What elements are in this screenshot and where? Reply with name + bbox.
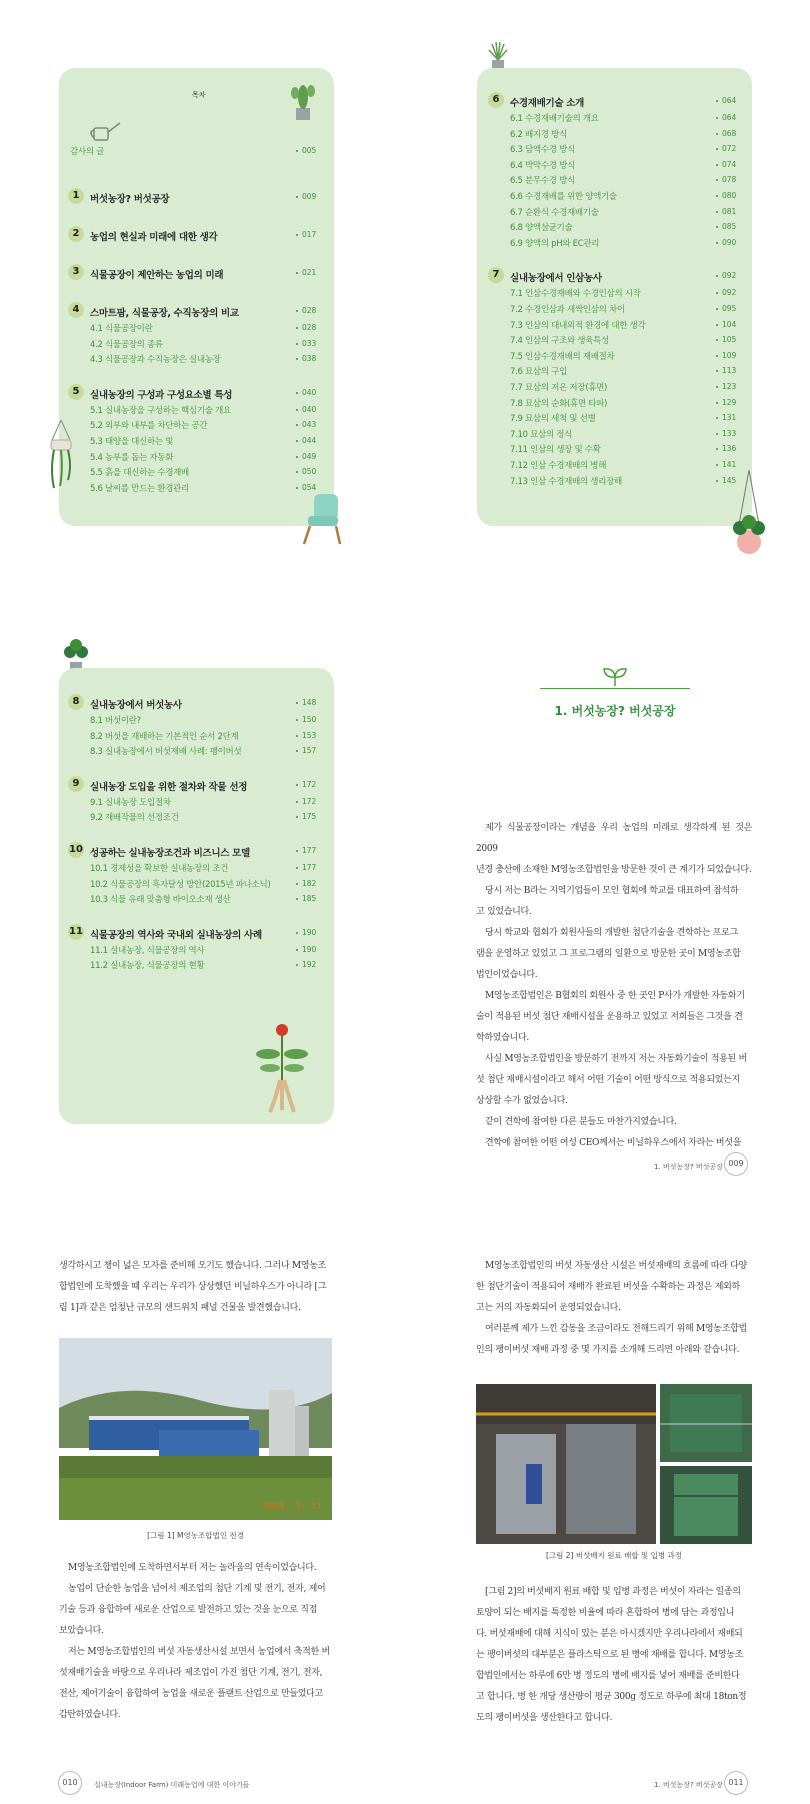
toc-page-number <box>296 698 316 707</box>
toc-dot <box>296 150 298 152</box>
toc-chapter-title: 실내농장에서 인삼농사 <box>510 273 602 285</box>
page-10-body-top <box>59 1256 335 1319</box>
toc-page-number <box>716 160 736 169</box>
toc-dot <box>716 195 718 197</box>
body-line: 같이 견학에 참여한 다른 분들도 마찬가지였습니다. <box>485 1117 677 1127</box>
body-line: M영농조합법인은 B협회의 회원사 중 한 곳인 P사가 개발한 자동화기 <box>485 991 745 1001</box>
toc-dot <box>716 211 718 213</box>
toc-dot <box>296 702 298 704</box>
toc-page-number <box>296 928 316 937</box>
toc-page-number-text: 109 <box>722 350 737 360</box>
body-line: 술이 적용된 버섯 첨단 재배시설을 운용하고 있었고 저희들은 그것을 견 <box>476 1012 743 1022</box>
toc-dot <box>296 867 298 869</box>
toc-dot <box>296 719 298 721</box>
toc-page-number <box>296 960 316 969</box>
toc-section-item: 5.3 태양을 대신하는 빛 <box>90 437 174 447</box>
toc-dot <box>296 343 298 345</box>
toc-page-number-text: 054 <box>302 482 317 492</box>
body-line: [그림 2]의 버섯배지 원료 배합 및 입병 과정은 버섯이 자라는 일종의 <box>485 1587 741 1597</box>
toc-page-number <box>716 271 736 280</box>
toc-page-number-text: 157 <box>302 746 317 756</box>
toc-page-number <box>716 288 736 297</box>
body-line: 전산, 제어기술이 융합하여 농업을 새로운 플랜트 산업으로 만들었다고 <box>59 1689 323 1699</box>
toc-page-number <box>716 460 736 469</box>
toc-page-number <box>296 388 316 397</box>
toc-section-item: 6.8 양액살균기술 <box>510 223 573 234</box>
toc-page-number <box>716 144 736 153</box>
chapter-title: 1. 버섯농장? 버섯공장 <box>554 704 676 718</box>
toc-chapter-title: 농업의 현실과 미래에 대한 생각 <box>90 232 218 243</box>
toc-dot <box>296 310 298 312</box>
toc-section-item: 10.1 경제성을 확보한 실내농장의 조건 <box>90 864 229 874</box>
toc-page-number <box>716 320 736 329</box>
toc-page-number-text: 095 <box>722 304 737 313</box>
toc-page-number-text: 150 <box>302 715 317 724</box>
toc-section-item: 7.12 인삼 수경재배의 병해 <box>510 461 607 471</box>
toc-chapter-title: 실내농장의 구성과 구성요소별 특성 <box>90 389 233 401</box>
toc-page-number <box>296 467 316 476</box>
toc-page-number <box>716 96 736 105</box>
toc-section-item: 8.1 버섯이란? <box>90 716 141 726</box>
toc-page-number <box>716 351 736 360</box>
toc-dot <box>296 850 298 852</box>
toc-section-item: 7.1 인삼수경재배와 수경인삼의 시작 <box>510 289 641 300</box>
toc-page-number-text: 153 <box>302 730 317 740</box>
toc-page-number-text: 092 <box>722 288 737 298</box>
toc-page-number-text: 017 <box>302 230 317 239</box>
toc-page-number <box>296 945 316 954</box>
body-line: 기술 등과 융합하여 새로운 산업으로 발전하고 있는 것을 눈으로 직접 <box>59 1605 318 1615</box>
body-line: 고 합니다. 병 한 개당 생산량이 평균 300g 정도로 하루에 최대 18ton정 <box>476 1692 747 1702</box>
toc-page-number-text: 049 <box>302 451 317 461</box>
mixing-machine-illustration <box>476 1384 656 1544</box>
ginseng-plant-icon <box>250 1020 316 1116</box>
toc-dot <box>296 272 298 274</box>
hanging-plant-pot-icon <box>728 470 770 560</box>
toc-page-number-text: 182 <box>302 878 317 888</box>
toc-page-number-text: 113 <box>722 366 737 376</box>
toc-page-number <box>716 444 736 453</box>
toc-page-number <box>296 452 316 461</box>
body-line: 년경 충산에 소재한 M영농조합법인을 방문한 것이 큰 계기가 되었습니다. <box>476 865 752 875</box>
sprout-icon <box>600 666 630 688</box>
toc-dot <box>716 308 718 310</box>
toc-page-number <box>296 146 316 155</box>
body-line: 제가 식물공장이라는 개념을 우리 농업의 미래로 생각하게 된 것은 2009 <box>476 823 752 854</box>
chapter-number-badge: 11 <box>68 924 84 940</box>
toc-dot <box>296 949 298 951</box>
toc-section-item: 5.6 날씨를 만드는 환경관리 <box>90 483 189 494</box>
toc-page-number <box>716 129 736 138</box>
toc-section-item: 5.4 농부를 돕는 자동화 <box>90 452 174 463</box>
body-line: M영농조합법인의 버섯 자동생산 시설은 버섯재배의 흐름에 따라 다양 <box>485 1261 747 1271</box>
toc-dot <box>296 735 298 737</box>
toc-chapter-title: 실내농장에서 버섯농사 <box>90 700 182 711</box>
toc-section-item: 7.5 인삼수경재배의 재배절차 <box>510 351 615 362</box>
toc-page-number-text: 028 <box>302 306 317 315</box>
toc-dot <box>296 440 298 442</box>
toc-dot <box>296 358 298 360</box>
body-line: 학하였습니다. <box>476 1033 529 1043</box>
cactus-icon <box>288 80 318 122</box>
farm-building-illustration <box>59 1338 332 1520</box>
toc-page-number <box>716 175 736 184</box>
body-line: 토양이 되는 배지를 특정한 비율에 따라 혼합하여 병에 담는 과정입니 <box>476 1608 735 1618</box>
toc-dot <box>296 898 298 900</box>
chapter-number-badge: 10 <box>68 842 84 858</box>
body-line: 섯 첨단 재배시설이라고 해서 어떤 기술이 어떤 방식으로 적용되었는지 <box>476 1075 740 1085</box>
toc-page-number <box>716 113 736 122</box>
toc-page-number-text: 050 <box>302 467 317 477</box>
page-9-runner: 1. 버섯농장? 버섯공장 <box>654 1163 723 1171</box>
toc-section-item: 4.3 식물공장과 수직농장은 실내농장 <box>90 355 221 366</box>
toc-page-number <box>296 230 316 239</box>
toc-section-item: 9.2 재배작물의 선정조건 <box>90 813 179 824</box>
toc-page-number-text: 009 <box>302 192 317 201</box>
body-line: 도의 팽이버섯을 생산한다고 합니다. <box>476 1713 613 1723</box>
page-10-runner: 실내농장(Indoor Farm) 미래농업에 대한 이야기들 <box>94 1781 250 1789</box>
toc-dot <box>296 487 298 489</box>
toc-section-item: 8.3 실내농장에서 버섯재배 사례: 팽이버섯 <box>90 747 242 758</box>
toc-dot <box>716 148 718 150</box>
toc-dot <box>296 750 298 752</box>
toc-section-item: 7.11 인삼의 생장 및 수확 <box>510 445 601 456</box>
toc-section-item: 8.2 버섯을 재배하는 기본적인 순서 2단계 <box>90 731 239 742</box>
toc-dot <box>296 392 298 394</box>
toc-dot <box>716 117 718 119</box>
body-line: 상상할 수가 없었습니다. <box>476 1096 568 1106</box>
toc-page-number-text: 090 <box>722 237 737 247</box>
toc-section-item: 4.2 식물공장의 종류 <box>90 339 163 350</box>
toc-dot <box>296 456 298 458</box>
chapter-number-badge: 1 <box>68 188 84 204</box>
toc-page-number <box>296 879 316 888</box>
toc-page-number <box>296 715 316 724</box>
toc-dot <box>296 409 298 411</box>
toc-heading: 목차 <box>192 91 206 99</box>
toc-page-number <box>716 304 736 313</box>
toc-page-number-text: 081 <box>722 206 737 216</box>
chapter-number-badge: 8 <box>68 694 84 710</box>
mushroom-facility-photo-bottom <box>660 1466 752 1544</box>
page-10-body-bottom <box>59 1558 335 1726</box>
toc-dot <box>296 816 298 818</box>
toc-section-item: 6.3 담액수경 방식 <box>510 145 575 156</box>
toc-page-number-text: 133 <box>722 428 737 438</box>
toc-page-number-text: 104 <box>722 319 737 329</box>
toc-section-item: 6.9 양액의 pH와 EC관리 <box>510 238 600 249</box>
toc-section-item: 11.1 실내농장, 식물공장의 역사 <box>90 945 205 956</box>
toc-page-number <box>296 306 316 315</box>
armchair-icon <box>300 490 346 546</box>
body-line: 저는 M영농조합법인의 버섯 자동생산시설 보면서 농업에서 축적한 버 <box>68 1647 330 1657</box>
body-line: 농업이 단순한 농업을 넘어서 제조업의 첨단 기계 및 전기, 전자, 제어 <box>68 1584 326 1594</box>
toc-dot <box>296 883 298 885</box>
page-9-number: 009 <box>724 1152 748 1176</box>
toc-page-number <box>716 398 736 407</box>
toc-page-number-text: 190 <box>302 944 317 954</box>
toc-dot <box>296 196 298 198</box>
toc-section-item: 7.8 묘삼의 순화(휴면 타파) <box>510 398 608 409</box>
toc-dot <box>296 801 298 803</box>
toc-dot <box>716 355 718 357</box>
toc-page-number <box>716 191 736 200</box>
toc-dot <box>716 370 718 372</box>
toc-page-number-text: 145 <box>722 475 737 485</box>
body-line: 한 첨단기술이 적용되어 재배가 완료된 버섯을 수확하는 과정은 제외하 <box>476 1282 740 1292</box>
figure-2-caption: [그림 2] 버섯배지 원료 배합 및 입병 과정 <box>546 1551 682 1560</box>
toc-dot <box>716 433 718 435</box>
toc-section-item: 11.2 실내농장, 식물공장의 현황 <box>90 961 205 972</box>
toc-dot <box>716 164 718 166</box>
body-line: 림 1]과 같은 엄청난 규모의 샌드위치 패널 건물을 발견했습니다. <box>59 1303 301 1313</box>
toc-page-number <box>296 780 316 789</box>
hanging-plant-icon <box>44 420 78 492</box>
toc-dot <box>296 424 298 426</box>
toc-section-item: 7.4 인삼의 구조와 생육특성 <box>510 336 609 347</box>
toc-page-number <box>716 207 736 216</box>
toc-page-number-text: 080 <box>722 191 737 200</box>
toc-dot <box>716 324 718 326</box>
toc-page-number <box>296 420 316 429</box>
toc-page-number-text: 028 <box>302 323 317 332</box>
toc-section-item: 4.1 식물공장이란 <box>90 324 153 334</box>
toc-page-number-text: 074 <box>722 159 737 169</box>
chapter-number-badge: 6 <box>488 92 504 108</box>
toc-dot <box>716 226 718 228</box>
body-line: 견학에 참여한 어떤 여성 CEO께서는 비닐하우스에서 자라는 버섯을 <box>485 1138 742 1148</box>
toc-page-number <box>296 405 316 414</box>
toc-page-number <box>296 354 316 363</box>
chapter-title-divider <box>540 688 690 689</box>
body-line: 사실 M영농조합법인을 방문하기 전까지 저는 자동화기술이 적용된 버 <box>485 1054 747 1064</box>
toc-dot <box>296 471 298 473</box>
toc-page-number <box>716 413 736 422</box>
page-10-number: 010 <box>58 1771 82 1795</box>
toc-dot <box>716 464 718 466</box>
toc-section-item: 5.2 외부와 내부를 차단하는 공간 <box>90 421 208 432</box>
toc-page-number-text: 129 <box>722 397 737 407</box>
toc-dot <box>716 275 718 277</box>
toc-page-number-text: 038 <box>302 354 317 364</box>
mushroom-facility-photo-main <box>476 1384 656 1544</box>
toc-page-number <box>716 382 736 391</box>
toc-dot <box>716 100 718 102</box>
toc-page-number <box>716 238 736 247</box>
toc-page-number-text: 021 <box>302 268 317 277</box>
body-line: 여러분께 제가 느낀 감동을 조금이라도 전해드리기 위해 M영농조합법 <box>485 1324 747 1334</box>
toc-section-item: 7.2 수경인삼과 새싹인삼의 차이 <box>510 305 625 315</box>
toc-page-number <box>296 746 316 755</box>
toc-page-number <box>296 797 316 806</box>
toc-section-item: 6.7 순환식 수경재배기술 <box>510 207 599 218</box>
toc-section-item: 7.7 묘삼의 저온 저장(휴면) <box>510 383 608 393</box>
page-11-body-bottom <box>476 1582 752 1729</box>
toc-page-number-text: 148 <box>302 698 317 707</box>
toc-section-item: 10.3 식물 유래 맞춤형 바이오소재 생산 <box>90 895 231 906</box>
toc-page-number-text: 033 <box>302 338 317 348</box>
toc-page-number-text: 064 <box>722 96 737 105</box>
page-9-body <box>476 818 752 1154</box>
body-line: 고는 거의 자동화되어 운영되었습니다. <box>476 1303 621 1313</box>
green-machinery-illustration-2 <box>660 1466 752 1544</box>
toc-section-item: 5.1 실내농장을 구성하는 핵심기술 개요 <box>90 405 231 416</box>
toc-dot <box>296 784 298 786</box>
toc-page-number-text: 040 <box>302 387 317 397</box>
toc-page-number <box>296 192 316 201</box>
toc-section-item: 6.1 수경재배기술의 개요 <box>510 114 599 124</box>
chapter-number-badge: 2 <box>68 226 84 242</box>
photo-date-stamp: 2009. 3. 11 <box>262 1502 322 1512</box>
toc-page-number-text: 131 <box>722 413 737 423</box>
toc-page-number-text: 123 <box>722 382 737 391</box>
toc-dot <box>716 179 718 181</box>
toc-page-number-text: 172 <box>302 796 317 806</box>
toc-dot <box>716 402 718 404</box>
toc-page-number-text: 192 <box>302 960 317 970</box>
toc-section-item: 6.2 배지경 방식 <box>510 129 567 140</box>
toc-chapter-title: 버섯농장? 버섯공장 <box>90 194 170 205</box>
toc-dot <box>716 417 718 419</box>
body-line: 보았습니다. <box>59 1626 104 1636</box>
toc-page-number-text: 105 <box>722 335 737 345</box>
page-11-body-top <box>476 1256 752 1361</box>
body-line: 섯재배기술을 바탕으로 우리나라 제조업이 가진 첨단 기계, 전기, 전자, <box>59 1668 323 1678</box>
body-line: 당시 저는 B라는 지역기업들이 모인 협회에 학교를 대표하여 참석하 <box>485 886 739 896</box>
toc-dot <box>716 292 718 294</box>
toc-page-number-text: 068 <box>722 128 737 138</box>
mushroom-facility-photo-top <box>660 1384 752 1462</box>
page-11-runner: 1. 버섯농장? 버섯공장 <box>654 1781 723 1789</box>
body-line: 합법인에 도착했을 때 우리는 우리가 상상했던 비닐하우스가 아니라 [그 <box>59 1282 327 1292</box>
toc-page-number-text: 044 <box>302 436 317 445</box>
toc-page-number-text: 190 <box>302 927 317 937</box>
toc-page-number-text: 005 <box>302 146 317 155</box>
body-line: 고 있었습니다. <box>476 907 532 917</box>
toc-dot <box>716 242 718 244</box>
toc-section-item: 7.3 인삼의 대내외적 환경에 대한 생각 <box>510 320 646 331</box>
chapter-number-badge: 3 <box>68 264 84 280</box>
toc-section-item: 9.1 실내농장 도입절차 <box>90 797 171 808</box>
toc-section-item: 6.5 분무수경 방식 <box>510 176 575 187</box>
toc-page-number-text: 177 <box>302 863 317 872</box>
body-line: 는 팽이버섯의 대부분은 플라스틱으로 된 병에 재배를 합니다. M영농조 <box>476 1650 743 1660</box>
toc-section-item: 7.6 묘삼의 구입 <box>510 367 567 378</box>
toc-dot <box>716 448 718 450</box>
toc-page-number <box>296 846 316 855</box>
body-line: 인의 팽이버섯 재배 과정 중 몇 가지를 소개해 드리면 아래와 같습니다. <box>476 1345 740 1355</box>
toc-page-number-text: 078 <box>722 175 737 185</box>
toc-section-item: 7.9 묘삼의 세척 및 선별 <box>510 414 596 425</box>
watering-can-icon <box>88 120 122 142</box>
body-line: M영농조합법인에 도착하면서부터 저는 놀라움의 연속이었습니다. <box>68 1563 317 1573</box>
toc-page-number-text: 085 <box>722 222 737 232</box>
toc-page-number-text: 092 <box>722 271 737 281</box>
toc-page-number-text: 177 <box>302 846 317 855</box>
toc-chapter-title: 식물공장의 역사와 국내외 실내농장의 사례 <box>90 929 262 941</box>
toc-section-item: 6.4 박막수경 방식 <box>510 160 575 171</box>
toc-page-number <box>296 339 316 348</box>
toc-section-item: 5.5 흙을 대신하는 수경재배 <box>90 468 189 479</box>
toc-section-item: 10.2 식물공장의 흑자달성 방안(2015년 파나소닉) <box>90 879 271 890</box>
toc-intro-label: 감사의 글 <box>70 147 105 157</box>
toc-page-number <box>296 436 316 445</box>
toc-page-number <box>296 863 316 872</box>
toc-page-number <box>296 894 316 903</box>
figure-1-caption: [그림 1] M영농조합법인 전경 <box>147 1531 244 1540</box>
body-line: 다. 버섯재배에 대해 지식이 있는 분은 아시겠지만 우리나라에서 재배되 <box>476 1629 743 1639</box>
toc-page-number-text: 136 <box>722 444 737 454</box>
farm-building-photo <box>59 1338 332 1520</box>
page-11-number: 011 <box>724 1771 748 1795</box>
body-line: 생각하시고 챙이 넓은 모자를 준비해 오기도 했습니다. 그러나 M영농조 <box>59 1261 326 1271</box>
toc-dot <box>296 327 298 329</box>
toc-page-number-text: 172 <box>302 779 317 789</box>
toc-section-item: 7.10 묘삼의 정식 <box>510 429 573 440</box>
chapter-number-badge: 9 <box>68 776 84 792</box>
toc-dot <box>716 339 718 341</box>
toc-page-number <box>716 335 736 344</box>
toc-dot <box>296 964 298 966</box>
toc-section-item: 7.13 인삼 수경재배의 생리장해 <box>510 476 622 487</box>
toc-page-number <box>716 222 736 231</box>
body-line: 램을 운영하고 있었고 그 프로그램의 일환으로 방문한 곳이 M영농조합 <box>476 949 741 959</box>
toc-section-item: 6.6 수경재배를 위한 양액기술 <box>510 192 617 202</box>
body-line: 당시 학교와 협회가 회원사들의 개발한 첨단기술을 견학하는 프로그 <box>485 928 738 938</box>
chapter-number-badge: 5 <box>68 384 84 400</box>
chapter-number-badge: 4 <box>68 302 84 318</box>
toc-page-number <box>296 731 316 740</box>
toc-dot <box>296 234 298 236</box>
body-line: 법인이었습니다. <box>476 970 538 980</box>
toc-page-number <box>716 429 736 438</box>
body-line: 합법인에서는 하루에 6만 병 정도의 병에 배지를 넣어 재배를 준비한다 <box>476 1671 740 1681</box>
toc-chapter-title: 실내농장 도입을 위한 절차와 작물 선정 <box>90 781 248 793</box>
toc-chapter-title: 성공하는 실내농장조건과 비즈니스 모델 <box>90 848 250 859</box>
toc-page-number <box>296 323 316 332</box>
toc-dot <box>716 480 718 482</box>
toc-chapter-title: 수경재배기술 소개 <box>510 98 585 109</box>
toc-page-number-text: 072 <box>722 144 737 154</box>
toc-page-number-text: 043 <box>302 420 317 430</box>
toc-dot <box>296 932 298 934</box>
toc-page-number-text: 141 <box>722 460 737 469</box>
toc-dot <box>716 386 718 388</box>
toc-page-number <box>296 812 316 821</box>
toc-page-number-text: 064 <box>722 113 737 122</box>
chapter-number-badge: 7 <box>488 267 504 283</box>
toc-dot <box>716 133 718 135</box>
body-line: 감탄하였습니다. <box>59 1710 121 1720</box>
toc-chapter-title: 스마트팜, 식물공장, 수직농장의 비교 <box>90 308 239 319</box>
toc-page-number <box>296 268 316 277</box>
toc-page-number-text: 185 <box>302 894 317 904</box>
toc-chapter-title: 식물공장이 제안하는 농업의 미래 <box>90 270 224 281</box>
toc-page-number-text: 175 <box>302 812 317 822</box>
green-machinery-illustration-1 <box>660 1384 752 1462</box>
toc-page-number <box>716 366 736 375</box>
toc-page-number-text: 040 <box>302 404 317 414</box>
